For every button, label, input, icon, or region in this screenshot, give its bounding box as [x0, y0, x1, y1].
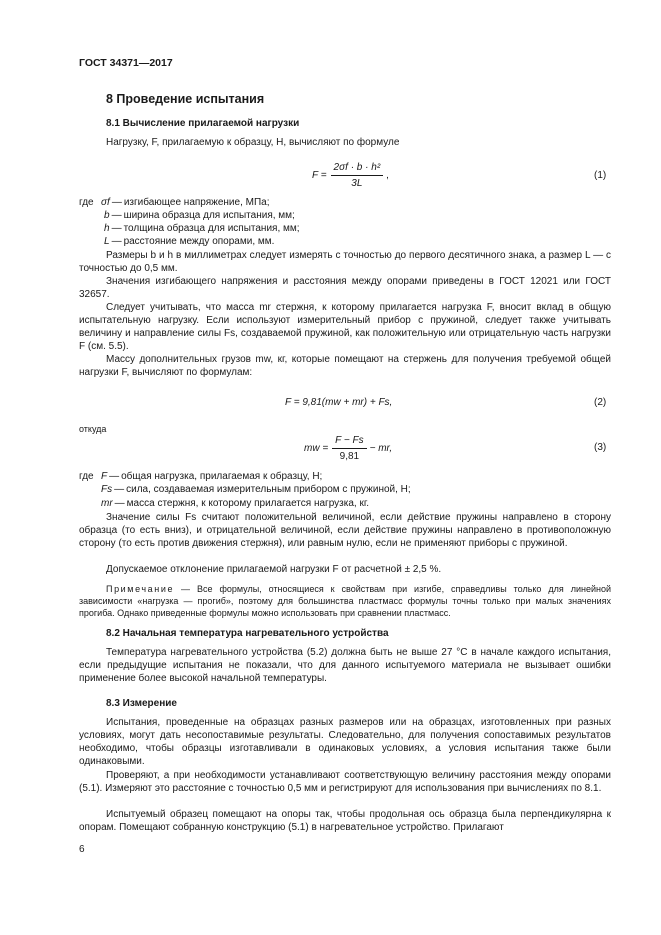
formula-1-denominator: 3L	[351, 177, 363, 189]
where-label: где	[79, 197, 94, 208]
formula-1	[312, 158, 389, 192]
where-label: где	[79, 471, 94, 482]
formula-1-numerator: 2σf · b · h²	[331, 161, 384, 176]
paragraph-weights: Массу дополнительных грузов mw, кг, которые помещают на стержень для получения требуемой общей нагрузки F, вычисляют по формулам:	[79, 354, 611, 378]
paragraph-tolerance: Допускаемое отклонение прилагаемой нагрузки F от расчетной ± 2,5 %.	[106, 564, 442, 575]
note-label: Примечание	[106, 584, 175, 594]
where-item: Fs — сила, создаваемая измерительным прибором с пружиной, Н;	[101, 484, 411, 495]
subsection-heading-8-1: 8.1 Вычисление прилагаемой нагрузки	[106, 118, 300, 129]
paragraph-values: Значения изгибающего напряжения и расстояния между опорами приведены в ГОСТ 12021 или ГОСТ 32657.	[79, 276, 611, 300]
where-symbol: mr	[101, 498, 113, 509]
where-symbol: σf	[101, 197, 110, 208]
paragraph-measure-3: Испытуемый образец помещают на опоры так, чтобы продольная ось образца была перпендикулярна к опорам. Помещают собранную конструкцию (5.1) в нагревательное устройство. Прилагают	[79, 809, 611, 833]
where-text: изгибающее напряжение, МПа;	[123, 197, 270, 208]
section-heading: 8 Проведение испытания	[106, 92, 265, 106]
paragraph-sizes: Размеры b и h в миллиметрах следует измерять с точностью до первого десятичного знака, а размер L — с точностью до 0,5 мм.	[79, 250, 611, 274]
formula-3-number: (3)	[594, 442, 607, 453]
whence-label: откуда	[79, 424, 107, 434]
where-symbol: h	[104, 223, 110, 234]
formula-3-denominator: 9,81	[339, 450, 360, 462]
where-item: h — толщина образца для испытания, мм;	[104, 223, 300, 234]
formula-3-numerator: F − Fs	[332, 434, 366, 449]
formula-1-tail: ,	[386, 169, 389, 181]
where-text: расстояние между опорами, мм.	[123, 236, 275, 247]
note	[79, 583, 611, 619]
formula-intro: Нагрузку, F, прилагаемую к образцу, Н, вычисляют по формуле	[106, 137, 400, 148]
where-symbol: b	[104, 210, 110, 221]
where-item: σf — изгибающее напряжение, МПа;	[101, 197, 270, 208]
page-number: 6	[79, 844, 85, 855]
paragraph-measure-2: Проверяют, а при необходимости устанавливают соответствующую величину расстояния между опорами (5.1). Измеряют это расстояние с точностью 0,5 мм и регистрируют для использования при вычислениях по 8.1.	[79, 770, 611, 794]
where-item: b — ширина образца для испытания, мм;	[104, 210, 295, 221]
subsection-heading-8-3: 8.3 Измерение	[106, 698, 177, 709]
formula-3	[304, 431, 392, 465]
where-text: масса стержня, к которому прилагается нагрузка, кг.	[126, 498, 370, 509]
formula-2: F = 9,81(mw + mr) + Fs,	[285, 397, 393, 408]
where-item: mr — масса стержня, к которому прилагается нагрузка, кг.	[101, 498, 370, 509]
where-text: сила, создаваемая измерительным прибором с пружиной, Н;	[126, 484, 411, 495]
subsection-heading-8-2: 8.2 Начальная температура нагревательного устройства	[106, 628, 389, 639]
where-symbol: L	[104, 236, 110, 247]
paragraph-mass: Следует учитывать, что масса mr стержня, к которому прилагается нагрузка F, вносит вклад в общую испытательную нагрузку. Если используют измерительный прибор с пружиной, следует также учитывать величину и направление силы Fs, создаваемой пружиной, как положительную или отрицательную часть нагрузки F (см. 5.5).	[79, 302, 611, 352]
where-item: L — расстояние между опорами, мм.	[104, 236, 275, 247]
formula-1-lhs: F =	[312, 169, 327, 181]
where-text: ширина образца для испытания, мм;	[123, 210, 295, 221]
formula-3-tail: − mr,	[369, 442, 393, 454]
where-symbol: F	[101, 471, 108, 482]
formula-3-lhs: mw =	[304, 442, 329, 454]
where-item: F — общая нагрузка, прилагаемая к образцу, Н;	[101, 471, 323, 482]
document-header: ГОСТ 34371—2017	[79, 57, 173, 69]
where-text: общая нагрузка, прилагаемая к образцу, Н;	[121, 471, 323, 482]
where-text: толщина образца для испытания, мм;	[123, 223, 300, 234]
where-symbol: Fs	[101, 484, 113, 495]
formula-2-number: (2)	[594, 397, 607, 408]
paragraph-measure-1: Испытания, проведенные на образцах разных размеров или на образцах, изготовленных при разных условиях, могут дать несопоставимые результаты. Следовательно, для получения сопоставимых результатов необходимо, чтобы образцы изготавливали в одинаковых условиях, а условия испытания также были одинаковыми.	[79, 717, 611, 767]
formula-1-number: (1)	[594, 170, 607, 181]
paragraph-temperature: Температура нагревательного устройства (5.2) должна быть не выше 27 °С в начале каждого испытания, если предыдущие испытания не показали, что для данного испытуемого материала не вызывает ошибки применение более высокой начальной температуры.	[79, 647, 611, 684]
paragraph-spring: Значение силы Fs считают положительной величиной, если действие пружины направлено в сторону образца (то есть вниз), и отрицательной величиной, если действие пружины направлено в противоположную сторону (то есть против движения стержня), или равным нулю, если не применяют приборы с пружиной.	[79, 512, 611, 549]
note-text: — Все формулы, относящиеся к свойствам при изгибе, справедливы только для линейной зависимости «нагрузка — прогиб», поэтому для большинства пластмасс формулы точны только при малых значениях прогиба. Однако приведенные формулы можно использовать при сравнении пластмасс.	[79, 584, 611, 618]
